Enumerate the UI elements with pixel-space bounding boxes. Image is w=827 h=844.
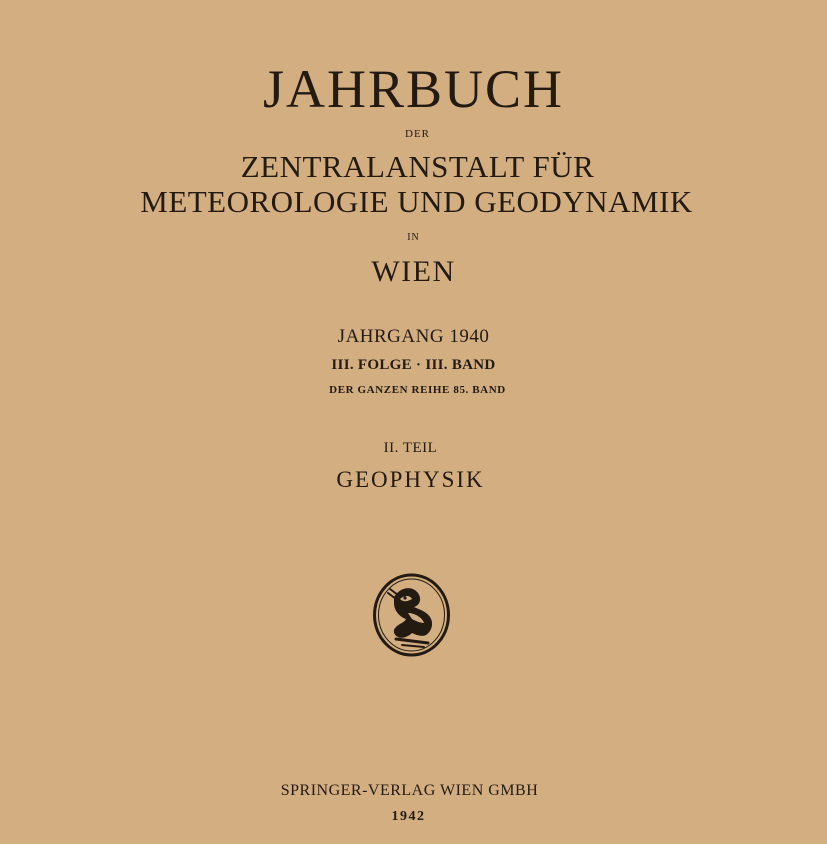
institution-line-1: ZENTRALANSTALT FÜR — [240, 149, 595, 184]
teil-line: II. TEIL — [383, 440, 438, 456]
cover-in: IN — [407, 232, 420, 243]
institution-line-2: METEOROLOGIE UND GEODYNAMIK — [140, 184, 693, 219]
cover-title: JAHRBUCH — [262, 59, 565, 119]
subject-title: GEOPHYSIK — [336, 467, 485, 492]
cover-der: DER — [405, 128, 430, 140]
folge-band-line: III. FOLGE · III. BAND — [331, 357, 496, 373]
publisher-line: SPRINGER-VERLAG WIEN GMBH — [280, 782, 539, 799]
reihe-line: DER GANZEN REIHE 85. BAND — [329, 384, 506, 396]
cover-city: WIEN — [371, 255, 456, 288]
springer-knight-emblem-icon — [372, 573, 451, 657]
jahrgang-line: JAHRGANG 1940 — [337, 326, 490, 347]
publication-year: 1942 — [391, 809, 426, 824]
